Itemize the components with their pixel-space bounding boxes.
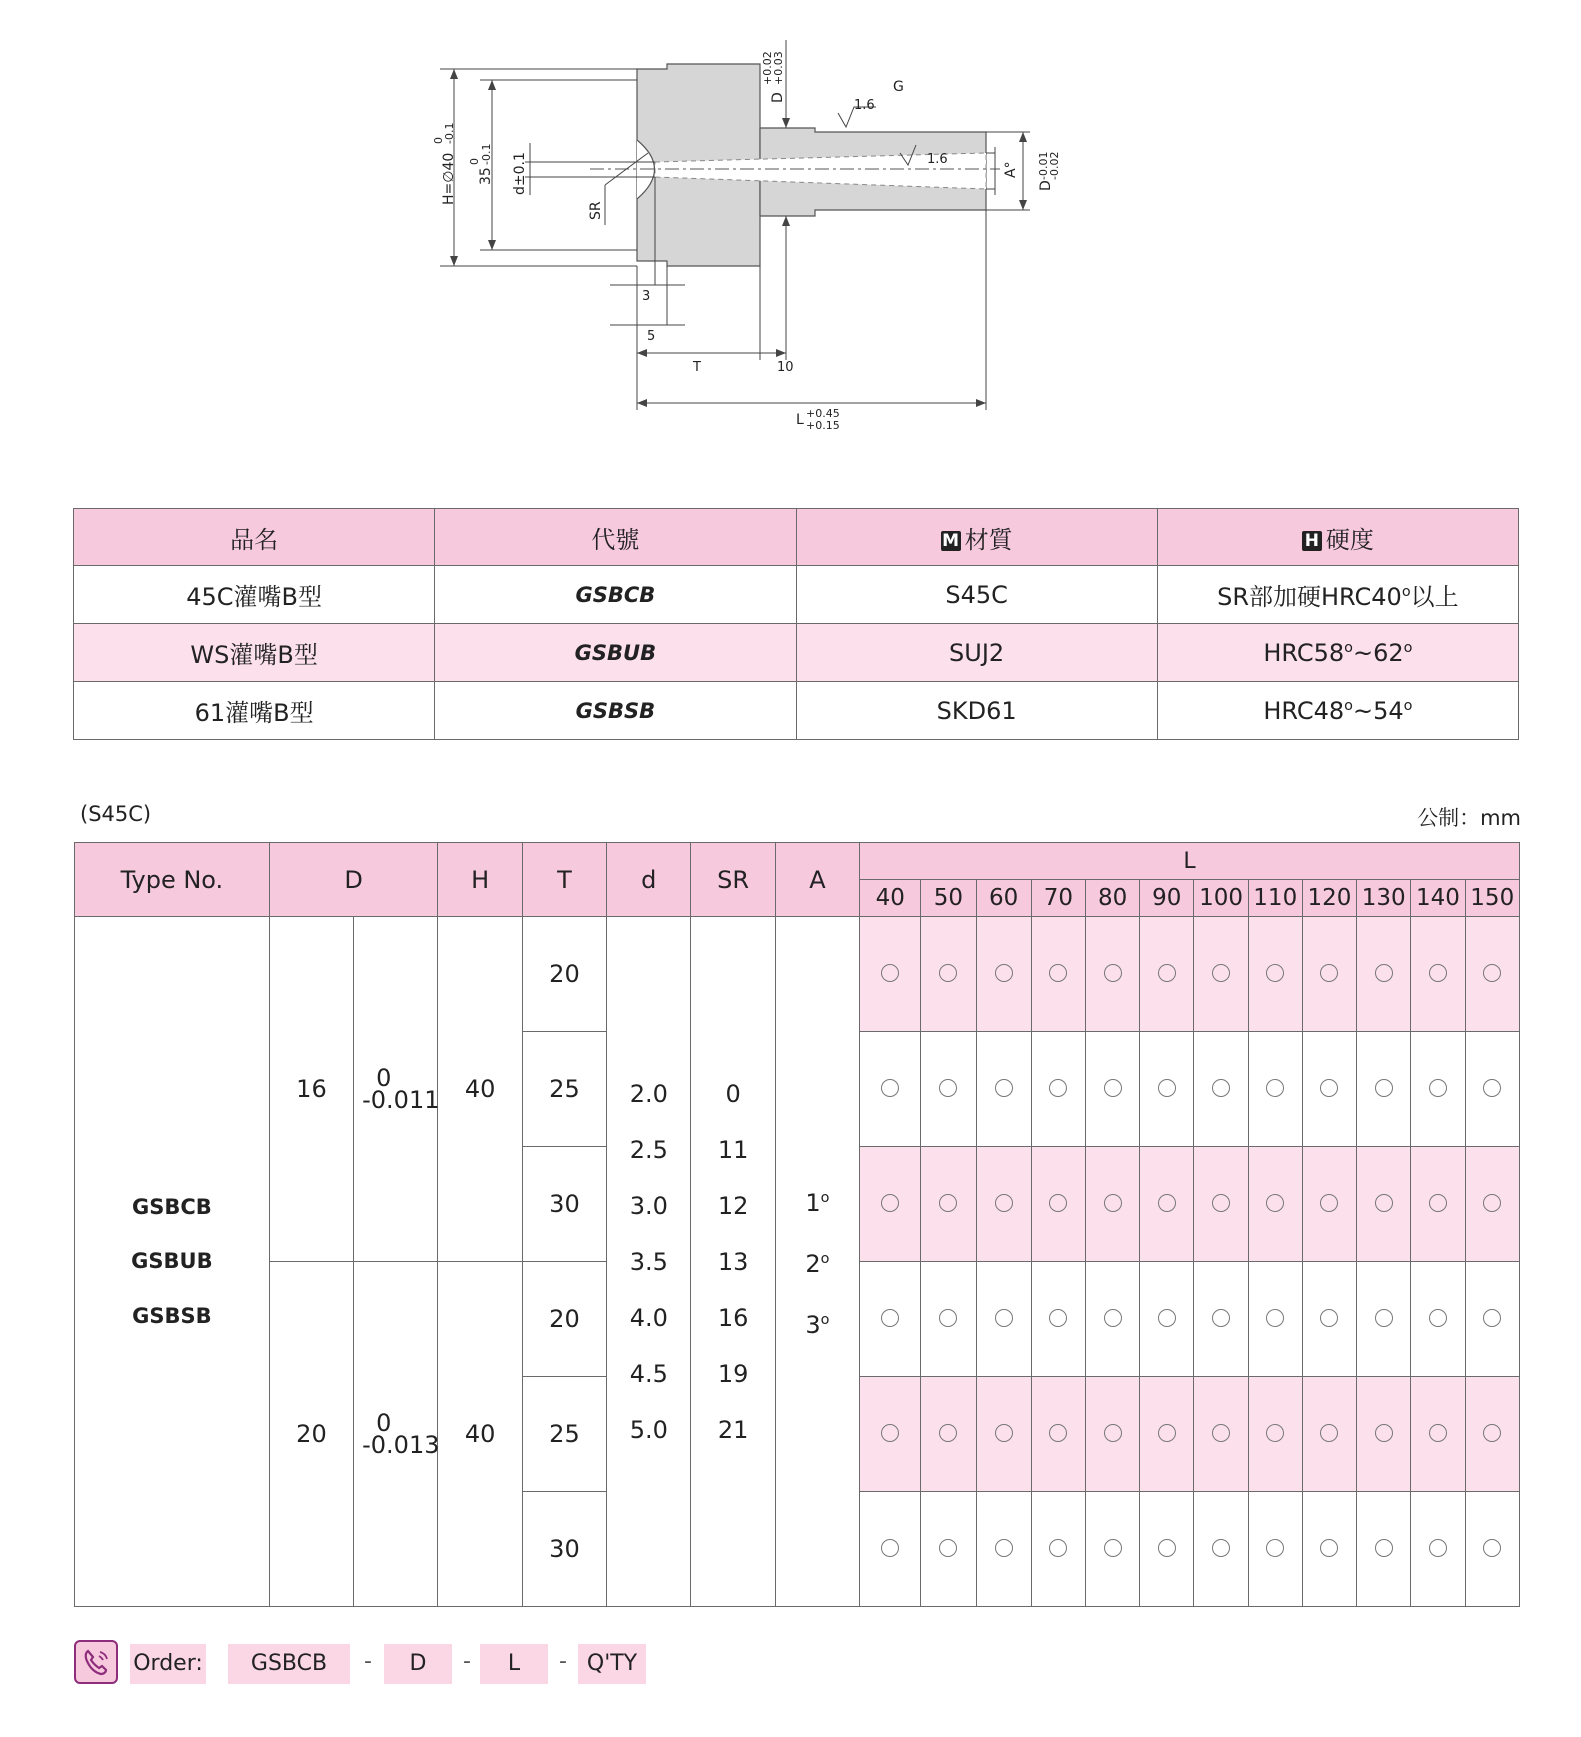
l-value: 150: [1465, 880, 1519, 917]
d-inner-value: 4.5: [629, 1359, 668, 1388]
availability-cell: [1031, 1377, 1085, 1492]
d-inner-value: 2.5: [629, 1135, 668, 1164]
order-part-d: D: [384, 1644, 452, 1684]
header-sr: SR: [691, 843, 775, 917]
availability-cell: [1194, 1492, 1248, 1607]
d-inner-value: 3.5: [629, 1247, 668, 1276]
circle-icon: [1320, 964, 1338, 982]
circle-icon: [1375, 1539, 1393, 1557]
l-value: 100: [1194, 880, 1248, 917]
spec-material: SKD61: [796, 682, 1157, 740]
availability-cell: [976, 1032, 1031, 1147]
order-separator: -: [559, 1649, 567, 1674]
label-5: 5: [647, 329, 656, 344]
availability-cell: [1411, 1262, 1465, 1377]
availability-cell: [1140, 917, 1194, 1032]
header-name: 品名: [74, 509, 435, 566]
h-value: 40: [438, 1262, 522, 1607]
circle-icon: [995, 1194, 1013, 1212]
sr-value: 11: [717, 1135, 749, 1164]
l-value: 130: [1357, 880, 1411, 917]
circle-icon: [1375, 964, 1393, 982]
a-value: [776, 1231, 859, 1292]
d-outer-value: 16: [269, 917, 353, 1262]
label-35-tol-upper: 0: [468, 158, 481, 165]
degree-mark: o: [820, 1251, 830, 1267]
circle-icon: [1212, 1194, 1230, 1212]
circle-icon: [1375, 1424, 1393, 1442]
hardness-text: 以上: [1410, 583, 1459, 611]
availability-cell: [1465, 1032, 1519, 1147]
circle-icon: [1429, 1539, 1447, 1557]
l-value: 40: [860, 880, 921, 917]
circle-icon: [1212, 1079, 1230, 1097]
size-header-row: [75, 843, 1520, 880]
l-value: 120: [1302, 880, 1356, 917]
circle-icon: [1429, 964, 1447, 982]
availability-cell: [1085, 1147, 1139, 1262]
availability-cell: [860, 1377, 921, 1492]
circle-icon: [1049, 1079, 1067, 1097]
availability-cell: [1411, 1492, 1465, 1607]
spec-name: WS灌嘴B型: [74, 624, 435, 682]
label-d-top-tol-lower: +0.03: [772, 51, 785, 85]
circle-icon: [1049, 1309, 1067, 1327]
label-g: G: [893, 79, 904, 95]
circle-icon: [1212, 1424, 1230, 1442]
availability-cell: [1248, 1262, 1302, 1377]
circle-icon: [995, 1079, 1013, 1097]
availability-cell: [1411, 1377, 1465, 1492]
circle-icon: [995, 1309, 1013, 1327]
hardness-text: ~62: [1352, 638, 1404, 667]
availability-cell: [1031, 917, 1085, 1032]
spec-row: [74, 682, 1519, 740]
circle-icon: [1483, 964, 1501, 982]
spec-table: [73, 508, 1519, 740]
circle-icon: [995, 964, 1013, 982]
availability-cell: [1357, 1377, 1411, 1492]
circle-icon: [1104, 1424, 1122, 1442]
phone-icon: [74, 1640, 118, 1684]
label-3: 3: [642, 289, 651, 304]
label-d-top-tol-upper: +0.02: [761, 51, 774, 85]
circle-icon: [1104, 1539, 1122, 1557]
label-d-right-tol-lower: -0.02: [1048, 151, 1061, 180]
availability-cell: [976, 917, 1031, 1032]
type-codes-cell: [75, 917, 270, 1607]
t-value: 25: [522, 1032, 606, 1147]
circle-icon: [1049, 1539, 1067, 1557]
circle-icon: [881, 1539, 899, 1557]
a-value: [776, 1170, 859, 1231]
header-code: 代號: [435, 509, 796, 566]
availability-cell: [1248, 1492, 1302, 1607]
label-l: L: [796, 412, 804, 428]
d-inner-value: 4.0: [629, 1303, 668, 1332]
t-value: 20: [522, 917, 606, 1032]
sr-values: [691, 917, 775, 1607]
d-outer-tolerance: [354, 1262, 438, 1607]
availability-cell: [1465, 1377, 1519, 1492]
circle-icon: [1320, 1079, 1338, 1097]
availability-cell: [1031, 1262, 1085, 1377]
circle-icon: [1049, 1194, 1067, 1212]
technical-drawing: [432, 35, 1100, 460]
circle-icon: [1320, 1539, 1338, 1557]
d-outer-value: 20: [269, 1262, 353, 1607]
a-value: [776, 1292, 859, 1353]
t-value: 30: [522, 1147, 606, 1262]
d-outer-tolerance: [354, 917, 438, 1262]
availability-cell: [1140, 1032, 1194, 1147]
order-part-l: L: [480, 1644, 548, 1684]
availability-cell: [1248, 1147, 1302, 1262]
availability-cell: [1248, 917, 1302, 1032]
header-h: H: [438, 843, 522, 917]
header-t: T: [522, 843, 606, 917]
header-hardness: [1157, 509, 1518, 566]
header-material: [796, 509, 1157, 566]
availability-cell: [1302, 1032, 1356, 1147]
degree-mark: o: [1403, 697, 1413, 714]
availability-cell: [976, 1377, 1031, 1492]
label-t: T: [693, 360, 701, 375]
circle-icon: [1266, 1309, 1284, 1327]
availability-cell: [1031, 1147, 1085, 1262]
availability-cell: [1357, 917, 1411, 1032]
availability-cell: [1248, 1377, 1302, 1492]
header-d-inner: d: [607, 843, 691, 917]
spec-header-row: [74, 509, 1519, 566]
t-value: 20: [522, 1262, 606, 1377]
availability-cell: [1194, 1032, 1248, 1147]
availability-cell: [1357, 1262, 1411, 1377]
availability-cell: [1194, 1147, 1248, 1262]
availability-cell: [1140, 1147, 1194, 1262]
availability-cell: [976, 1492, 1031, 1607]
tol-upper: 0: [376, 1064, 392, 1092]
availability-cell: [1357, 1032, 1411, 1147]
t-value: 30: [522, 1492, 606, 1607]
availability-cell: [1085, 1492, 1139, 1607]
availability-cell: [1302, 1377, 1356, 1492]
label-roughness-2: 1.6: [927, 152, 948, 167]
availability-cell: [1465, 1492, 1519, 1607]
circle-icon: [1104, 964, 1122, 982]
availability-cell: [1085, 1262, 1139, 1377]
availability-cell: [1085, 1377, 1139, 1492]
spec-material: SUJ2: [796, 624, 1157, 682]
circle-icon: [1429, 1194, 1447, 1212]
label-a: A°: [1003, 161, 1019, 178]
availability-cell: [1465, 1147, 1519, 1262]
availability-cell: [1248, 1032, 1302, 1147]
h-value: 40: [438, 917, 522, 1262]
availability-cell: [1465, 917, 1519, 1032]
availability-cell: [1194, 1262, 1248, 1377]
l-value: 80: [1085, 880, 1139, 917]
availability-cell: [860, 1262, 921, 1377]
circle-icon: [1158, 964, 1176, 982]
circle-icon: [881, 1309, 899, 1327]
availability-cell: [1411, 917, 1465, 1032]
circle-icon: [1158, 1539, 1176, 1557]
l-value: 110: [1248, 880, 1302, 917]
tol-lower: -0.011: [362, 1086, 440, 1114]
tol-lower: -0.013: [362, 1431, 440, 1459]
availability-cell: [1302, 917, 1356, 1032]
circle-icon: [1212, 1539, 1230, 1557]
availability-cell: [921, 1377, 976, 1492]
d-inner-values: [607, 917, 691, 1607]
circle-icon: [1266, 964, 1284, 982]
a-number: 2: [805, 1250, 821, 1278]
label-roughness-1: 1.6: [854, 98, 875, 113]
availability-cell: [1194, 917, 1248, 1032]
order-label: Order:: [130, 1644, 206, 1684]
spec-code: GSBUB: [435, 624, 796, 682]
l-value: 70: [1031, 880, 1085, 917]
circle-icon: [1266, 1539, 1284, 1557]
header-a: A: [775, 843, 859, 917]
availability-cell: [1302, 1262, 1356, 1377]
circle-icon: [939, 1079, 957, 1097]
label-h: H=∅40: [441, 152, 457, 205]
availability-cell: [1085, 917, 1139, 1032]
hardness-text: ~54: [1352, 696, 1404, 725]
circle-icon: [1375, 1309, 1393, 1327]
circle-icon: [881, 1079, 899, 1097]
availability-cell: [860, 1147, 921, 1262]
header-material-label: 材質: [964, 525, 1013, 554]
circle-icon: [1266, 1079, 1284, 1097]
material-note: (S45C): [80, 802, 152, 826]
circle-icon: [1483, 1309, 1501, 1327]
sr-value: 0: [725, 1079, 741, 1108]
type-code: GSBUB: [131, 1249, 213, 1274]
label-d-right: D: [1038, 180, 1054, 191]
label-35-tol-lower: -0.1: [480, 143, 493, 165]
unit-note: 公制：mm: [1417, 806, 1521, 830]
label-d-right-tol-upper: -0.01: [1037, 151, 1050, 180]
a-number: 3: [805, 1311, 821, 1339]
degree-mark: o: [820, 1312, 830, 1328]
label-d-top: D: [770, 92, 786, 103]
degree-mark: o: [820, 1190, 830, 1206]
type-code: GSBSB: [132, 1303, 212, 1328]
degree-mark: o: [1344, 639, 1353, 656]
availability-cell: [1357, 1147, 1411, 1262]
circle-icon: [1375, 1079, 1393, 1097]
size-row: [75, 917, 1520, 1032]
circle-icon: [1266, 1424, 1284, 1442]
hardness-text: HRC48: [1263, 696, 1345, 725]
circle-icon: [1483, 1539, 1501, 1557]
t-value: 25: [522, 1377, 606, 1492]
availability-cell: [1411, 1032, 1465, 1147]
availability-cell: [921, 917, 976, 1032]
label-10: 10: [777, 360, 794, 375]
circle-icon: [939, 1194, 957, 1212]
circle-icon: [1483, 1194, 1501, 1212]
availability-cell: [976, 1147, 1031, 1262]
availability-cell: [860, 1032, 921, 1147]
circle-icon: [1429, 1309, 1447, 1327]
circle-icon: [1104, 1079, 1122, 1097]
spec-name: 45C灌嘴B型: [74, 566, 435, 624]
a-number: 1: [805, 1189, 821, 1217]
availability-cell: [921, 1262, 976, 1377]
circle-icon: [1158, 1079, 1176, 1097]
degree-mark: o: [1403, 639, 1413, 656]
spec-name: 61灌嘴B型: [74, 682, 435, 740]
l-value: 50: [921, 880, 976, 917]
label-d: d±0.1: [512, 152, 528, 195]
header-hardness-label: 硬度: [1325, 525, 1374, 554]
sr-value: 16: [717, 1303, 749, 1332]
hardness-icon: H: [1302, 531, 1322, 551]
size-table: [74, 842, 1520, 1607]
circle-icon: [1320, 1424, 1338, 1442]
spec-code: GSBCB: [435, 566, 796, 624]
availability-cell: [860, 917, 921, 1032]
order-separator: -: [463, 1649, 471, 1674]
circle-icon: [1049, 964, 1067, 982]
circle-icon: [881, 1424, 899, 1442]
l-value: 140: [1411, 880, 1465, 917]
spec-row: [74, 624, 1519, 682]
header-l: L: [860, 843, 1520, 880]
spec-hardness: [1157, 682, 1518, 740]
label-h-tol-upper: 0: [432, 137, 445, 144]
availability-cell: [1194, 1377, 1248, 1492]
circle-icon: [1266, 1194, 1284, 1212]
order-part-qty: Q'TY: [578, 1644, 646, 1684]
degree-mark: o: [1401, 584, 1411, 600]
l-value: 90: [1140, 880, 1194, 917]
d-inner-value: 2.0: [629, 1079, 668, 1108]
sr-value: 19: [717, 1359, 749, 1388]
sr-value: 12: [717, 1191, 749, 1220]
circle-icon: [1158, 1194, 1176, 1212]
order-part-type: GSBCB: [228, 1644, 350, 1684]
availability-cell: [1465, 1262, 1519, 1377]
spec-row: [74, 566, 1519, 624]
availability-cell: [1031, 1032, 1085, 1147]
degree-mark: o: [1344, 697, 1353, 714]
sr-value: 13: [717, 1247, 749, 1276]
sr-value: 21: [717, 1415, 749, 1444]
hardness-text: SR部加硬HRC40: [1217, 583, 1402, 611]
material-icon: M: [942, 530, 960, 551]
circle-icon: [939, 1309, 957, 1327]
label-l-tol-upper: +0.45: [806, 407, 840, 420]
d-inner-value: 3.0: [629, 1191, 668, 1220]
header-d-outer: D: [269, 843, 438, 917]
label-sr: SR: [588, 201, 604, 220]
circle-icon: [1212, 1309, 1230, 1327]
availability-cell: [921, 1032, 976, 1147]
hardness-text: HRC58: [1263, 638, 1345, 667]
circle-icon: [1320, 1309, 1338, 1327]
circle-icon: [881, 1194, 899, 1212]
spec-material: S45C: [796, 566, 1157, 624]
spec-hardness: [1157, 624, 1518, 682]
availability-cell: [1140, 1377, 1194, 1492]
circle-icon: [1429, 1079, 1447, 1097]
availability-cell: [860, 1492, 921, 1607]
label-h-tol-lower: -0.1: [443, 122, 456, 144]
circle-icon: [1104, 1194, 1122, 1212]
tol-upper: 0: [376, 1409, 392, 1437]
availability-cell: [1302, 1147, 1356, 1262]
type-code: GSBCB: [131, 1194, 212, 1219]
circle-icon: [1212, 964, 1230, 982]
availability-cell: [1085, 1032, 1139, 1147]
order-line: [74, 1640, 774, 1688]
d-inner-value: 5.0: [629, 1415, 668, 1444]
label-l-tol-lower: +0.15: [806, 419, 840, 432]
circle-icon: [995, 1539, 1013, 1557]
availability-cell: [976, 1262, 1031, 1377]
circle-icon: [1483, 1424, 1501, 1442]
circle-icon: [1320, 1194, 1338, 1212]
availability-cell: [1357, 1492, 1411, 1607]
availability-cell: [1140, 1262, 1194, 1377]
circle-icon: [939, 1424, 957, 1442]
spec-code: GSBSB: [435, 682, 796, 740]
label-35: 35: [478, 167, 494, 185]
circle-icon: [881, 964, 899, 982]
circle-icon: [1104, 1309, 1122, 1327]
l-value: 60: [976, 880, 1031, 917]
availability-cell: [1031, 1492, 1085, 1607]
availability-cell: [1411, 1147, 1465, 1262]
availability-cell: [921, 1492, 976, 1607]
circle-icon: [939, 1539, 957, 1557]
circle-icon: [1483, 1079, 1501, 1097]
availability-cell: [1140, 1492, 1194, 1607]
availability-cell: [1302, 1492, 1356, 1607]
order-separator: -: [364, 1649, 372, 1674]
a-values: [775, 917, 859, 1607]
circle-icon: [1158, 1309, 1176, 1327]
circle-icon: [1375, 1194, 1393, 1212]
spec-hardness: [1157, 566, 1518, 624]
circle-icon: [1049, 1424, 1067, 1442]
circle-icon: [1429, 1424, 1447, 1442]
header-type-no: Type No.: [75, 843, 270, 917]
availability-cell: [921, 1147, 976, 1262]
circle-icon: [939, 964, 957, 982]
circle-icon: [995, 1424, 1013, 1442]
circle-icon: [1158, 1424, 1176, 1442]
